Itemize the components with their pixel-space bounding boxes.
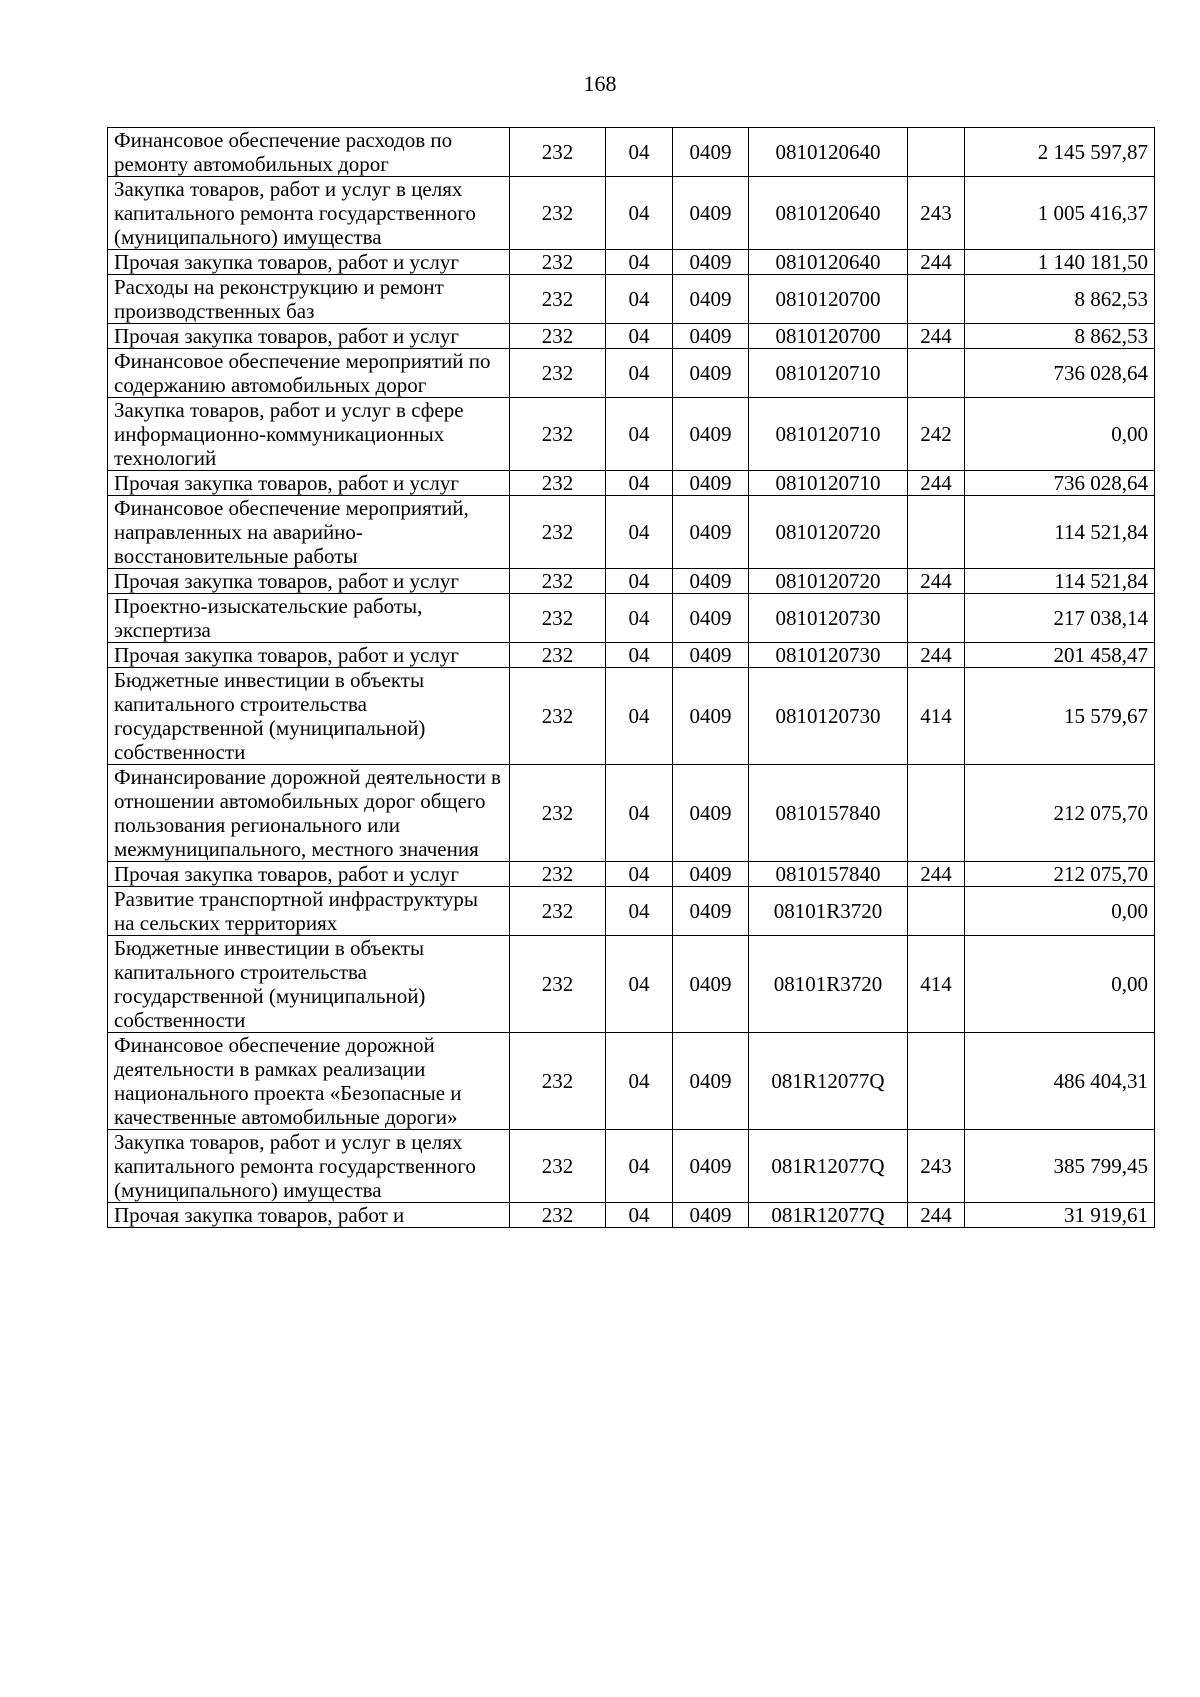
table-row — [108, 936, 1155, 1033]
subsection-code-cell: 0409 — [673, 862, 749, 887]
expense-name-cell: Прочая закупка товаров, работ и услуг — [108, 569, 510, 594]
grbs-code-cell: 232 — [510, 765, 606, 862]
section-code-cell: 04 — [606, 1130, 673, 1203]
target-article-cell: 0810157840 — [749, 765, 908, 862]
expense-name-cell: Проектно-изыскательские работы, экспертиза — [108, 594, 510, 643]
expense-name-cell: Прочая закупка товаров, работ и услуг — [108, 862, 510, 887]
table-row — [108, 177, 1155, 250]
target-article-cell: 0810120640 — [749, 177, 908, 250]
grbs-code-cell: 232 — [510, 349, 606, 398]
target-article-cell: 08101R3720 — [749, 887, 908, 936]
section-code-cell: 04 — [606, 765, 673, 862]
amount-cell: 2 145 597,87 — [965, 128, 1155, 177]
section-code-cell: 04 — [606, 275, 673, 324]
target-article-cell: 0810120640 — [749, 128, 908, 177]
amount-cell: 217 038,14 — [965, 594, 1155, 643]
expense-name-cell: Прочая закупка товаров, работ и услуг — [108, 471, 510, 496]
section-code-cell: 04 — [606, 862, 673, 887]
subsection-code-cell: 0409 — [673, 324, 749, 349]
target-article-cell: 081R12077Q — [749, 1130, 908, 1203]
grbs-code-cell: 232 — [510, 496, 606, 569]
amount-cell: 0,00 — [965, 398, 1155, 471]
section-code-cell: 04 — [606, 1033, 673, 1130]
section-code-cell: 04 — [606, 594, 673, 643]
target-article-cell: 081R12077Q — [749, 1033, 908, 1130]
section-code-cell: 04 — [606, 398, 673, 471]
expense-type-cell — [908, 765, 965, 862]
amount-cell: 8 862,53 — [965, 324, 1155, 349]
target-article-cell: 0810120710 — [749, 471, 908, 496]
subsection-code-cell: 0409 — [673, 1130, 749, 1203]
section-code-cell: 04 — [606, 349, 673, 398]
expense-name-cell: Бюджетные инвестиции в объекты капитального строительства государственной (муниципальной) собственности — [108, 668, 510, 765]
amount-cell: 1 005 416,37 — [965, 177, 1155, 250]
expense-name-cell: Расходы на реконструкцию и ремонт производственных баз — [108, 275, 510, 324]
section-code-cell: 04 — [606, 128, 673, 177]
target-article-cell: 0810157840 — [749, 862, 908, 887]
amount-cell: 736 028,64 — [965, 349, 1155, 398]
amount-cell: 385 799,45 — [965, 1130, 1155, 1203]
target-article-cell: 08101R3720 — [749, 936, 908, 1033]
table-row — [108, 275, 1155, 324]
subsection-code-cell: 0409 — [673, 496, 749, 569]
amount-cell: 114 521,84 — [965, 496, 1155, 569]
expense-name-cell: Закупка товаров, работ и услуг в сфере информационно-коммуникационных технологий — [108, 398, 510, 471]
expense-type-cell: 244 — [908, 643, 965, 668]
expense-name-cell: Финансовое обеспечение дорожной деятельности в рамках реализации национального проекта «Безопасные и качественные автомобильные дороги» — [108, 1033, 510, 1130]
table-row — [108, 765, 1155, 862]
target-article-cell: 0810120710 — [749, 349, 908, 398]
subsection-code-cell: 0409 — [673, 275, 749, 324]
grbs-code-cell: 232 — [510, 177, 606, 250]
target-article-cell: 0810120700 — [749, 324, 908, 349]
grbs-code-cell: 232 — [510, 887, 606, 936]
grbs-code-cell: 232 — [510, 862, 606, 887]
section-code-cell: 04 — [606, 250, 673, 275]
grbs-code-cell: 232 — [510, 594, 606, 643]
expense-name-cell: Прочая закупка товаров, работ и услуг — [108, 324, 510, 349]
target-article-cell: 0810120640 — [749, 250, 908, 275]
table-row — [108, 324, 1155, 349]
expense-name-cell: Финансовое обеспечение мероприятий, направленных на аварийно-восстановительные работы — [108, 496, 510, 569]
table-row — [108, 496, 1155, 569]
subsection-code-cell: 0409 — [673, 668, 749, 765]
subsection-code-cell: 0409 — [673, 594, 749, 643]
expense-type-cell: 244 — [908, 569, 965, 594]
subsection-code-cell: 0409 — [673, 887, 749, 936]
table-row — [108, 594, 1155, 643]
section-code-cell: 04 — [606, 887, 673, 936]
subsection-code-cell: 0409 — [673, 1203, 749, 1228]
expense-type-cell — [908, 496, 965, 569]
grbs-code-cell: 232 — [510, 275, 606, 324]
expense-name-cell: Закупка товаров, работ и услуг в целях капитального ремонта государственного (муниципального) имущества — [108, 177, 510, 250]
amount-cell: 114 521,84 — [965, 569, 1155, 594]
target-article-cell: 081R12077Q — [749, 1203, 908, 1228]
expense-name-cell: Закупка товаров, работ и услуг в целях капитального ремонта государственного (муниципального) имущества — [108, 1130, 510, 1203]
table-row — [108, 569, 1155, 594]
expense-type-cell — [908, 1033, 965, 1130]
target-article-cell: 0810120730 — [749, 643, 908, 668]
expense-type-cell: 243 — [908, 1130, 965, 1203]
expense-type-cell — [908, 594, 965, 643]
amount-cell: 201 458,47 — [965, 643, 1155, 668]
expense-type-cell: 243 — [908, 177, 965, 250]
expense-type-cell — [908, 349, 965, 398]
target-article-cell: 0810120720 — [749, 569, 908, 594]
grbs-code-cell: 232 — [510, 1203, 606, 1228]
grbs-code-cell: 232 — [510, 1130, 606, 1203]
amount-cell: 212 075,70 — [965, 862, 1155, 887]
table-body — [108, 128, 1155, 1228]
section-code-cell: 04 — [606, 668, 673, 765]
subsection-code-cell: 0409 — [673, 250, 749, 275]
grbs-code-cell: 232 — [510, 471, 606, 496]
subsection-code-cell: 0409 — [673, 1033, 749, 1130]
page-number: 168 — [583, 71, 617, 96]
section-code-cell: 04 — [606, 496, 673, 569]
table-row — [108, 668, 1155, 765]
table-row — [108, 862, 1155, 887]
table-row — [108, 250, 1155, 275]
expense-type-cell: 414 — [908, 668, 965, 765]
expense-type-cell: 242 — [908, 398, 965, 471]
expense-type-cell: 244 — [908, 1203, 965, 1228]
amount-cell: 15 579,67 — [965, 668, 1155, 765]
amount-cell: 8 862,53 — [965, 275, 1155, 324]
grbs-code-cell: 232 — [510, 936, 606, 1033]
target-article-cell: 0810120700 — [749, 275, 908, 324]
subsection-code-cell: 0409 — [673, 471, 749, 496]
subsection-code-cell: 0409 — [673, 936, 749, 1033]
subsection-code-cell: 0409 — [673, 398, 749, 471]
grbs-code-cell: 232 — [510, 324, 606, 349]
amount-cell: 0,00 — [965, 936, 1155, 1033]
expense-name-cell: Финансирование дорожной деятельности в отношении автомобильных дорог общего пользования регионального или межмуниципального, местного значения — [108, 765, 510, 862]
table-row — [108, 349, 1155, 398]
amount-cell: 31 919,61 — [965, 1203, 1155, 1228]
subsection-code-cell: 0409 — [673, 349, 749, 398]
expense-name-cell: Прочая закупка товаров, работ и услуг — [108, 250, 510, 275]
table-row — [108, 128, 1155, 177]
section-code-cell: 04 — [606, 1203, 673, 1228]
amount-cell: 1 140 181,50 — [965, 250, 1155, 275]
expense-name-cell: Развитие транспортной инфраструктуры на сельских территориях — [108, 887, 510, 936]
expense-name-cell: Прочая закупка товаров, работ и — [108, 1203, 510, 1228]
subsection-code-cell: 0409 — [673, 128, 749, 177]
grbs-code-cell: 232 — [510, 643, 606, 668]
grbs-code-cell: 232 — [510, 668, 606, 765]
expense-name-cell: Прочая закупка товаров, работ и услуг — [108, 643, 510, 668]
grbs-code-cell: 232 — [510, 128, 606, 177]
subsection-code-cell: 0409 — [673, 643, 749, 668]
table-row — [108, 1033, 1155, 1130]
subsection-code-cell: 0409 — [673, 177, 749, 250]
table-row — [108, 643, 1155, 668]
target-article-cell: 0810120720 — [749, 496, 908, 569]
expense-name-cell: Финансовое обеспечение мероприятий по содержанию автомобильных дорог — [108, 349, 510, 398]
table-row — [108, 1203, 1155, 1228]
subsection-code-cell: 0409 — [673, 765, 749, 862]
target-article-cell: 0810120730 — [749, 594, 908, 643]
amount-cell: 486 404,31 — [965, 1033, 1155, 1130]
expense-type-cell: 244 — [908, 471, 965, 496]
section-code-cell: 04 — [606, 324, 673, 349]
amount-cell: 212 075,70 — [965, 765, 1155, 862]
expense-type-cell: 244 — [908, 324, 965, 349]
expense-type-cell: 414 — [908, 936, 965, 1033]
table-row — [108, 471, 1155, 496]
section-code-cell: 04 — [606, 936, 673, 1033]
expense-type-cell: 244 — [908, 250, 965, 275]
expense-type-cell — [908, 128, 965, 177]
budget-table — [107, 127, 1155, 1228]
table-row — [108, 398, 1155, 471]
section-code-cell: 04 — [606, 177, 673, 250]
section-code-cell: 04 — [606, 643, 673, 668]
subsection-code-cell: 0409 — [673, 569, 749, 594]
expense-type-cell — [908, 887, 965, 936]
expense-name-cell: Финансовое обеспечение расходов по ремонту автомобильных дорог — [108, 128, 510, 177]
expense-name-cell: Бюджетные инвестиции в объекты капитального строительства государственной (муниципальной) собственности — [108, 936, 510, 1033]
grbs-code-cell: 232 — [510, 250, 606, 275]
expense-type-cell — [908, 275, 965, 324]
section-code-cell: 04 — [606, 471, 673, 496]
section-code-cell: 04 — [606, 569, 673, 594]
grbs-code-cell: 232 — [510, 398, 606, 471]
expense-type-cell: 244 — [908, 862, 965, 887]
table-row — [108, 887, 1155, 936]
target-article-cell: 0810120730 — [749, 668, 908, 765]
grbs-code-cell: 232 — [510, 569, 606, 594]
amount-cell: 736 028,64 — [965, 471, 1155, 496]
amount-cell: 0,00 — [965, 887, 1155, 936]
table-row — [108, 1130, 1155, 1203]
grbs-code-cell: 232 — [510, 1033, 606, 1130]
target-article-cell: 0810120710 — [749, 398, 908, 471]
